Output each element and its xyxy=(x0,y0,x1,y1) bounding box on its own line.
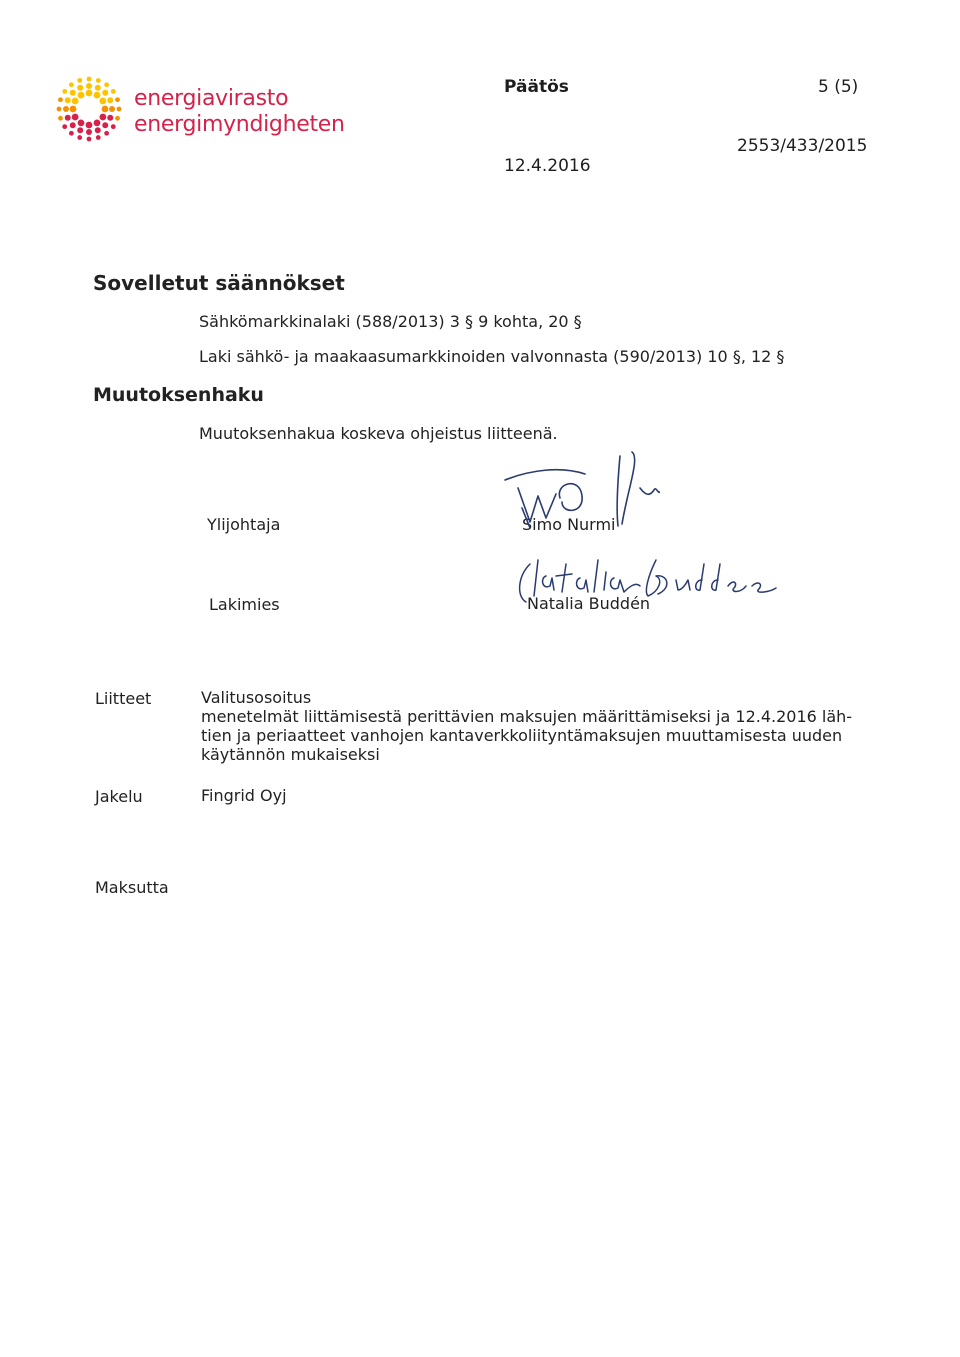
logo-dot xyxy=(72,98,79,105)
logo-text-sv: energimyndigheten xyxy=(134,112,345,137)
distribution-label: Jakelu xyxy=(95,787,143,806)
logo-dot xyxy=(78,119,85,126)
logo-dot xyxy=(99,114,106,121)
signature-1 xyxy=(500,448,660,548)
attachments-label: Liitteet xyxy=(95,689,152,708)
signer-2-role: Lakimies xyxy=(209,595,280,614)
attachment-line-2: menetelmät liittämisestä perittävien maksujen määrittämiseksi ja 12.4.2016 läh- xyxy=(201,707,853,726)
attachment-line-4: käytännön mukaiseksi xyxy=(201,745,380,764)
logo xyxy=(54,74,354,154)
logo-dot xyxy=(117,107,122,112)
page-number: 5 (5) xyxy=(818,77,859,97)
logo-dot xyxy=(77,85,83,91)
logo-dot xyxy=(107,115,113,121)
logo-dot xyxy=(86,90,93,97)
logo-dot xyxy=(58,97,63,102)
sun-logo-icon xyxy=(54,74,124,144)
signature-2 xyxy=(508,556,778,616)
logo-dot xyxy=(94,92,101,99)
logo-dot xyxy=(102,122,108,128)
logo-dot xyxy=(86,129,92,135)
logo-dot xyxy=(111,124,116,129)
logo-dot xyxy=(95,127,101,133)
applied-rule-1: Sähkömarkkinalaki (588/2013) 3 § 9 kohta, 20 § xyxy=(199,312,582,331)
logo-dot xyxy=(94,119,101,126)
fee-label: Maksutta xyxy=(95,878,169,897)
logo-dot xyxy=(78,92,85,99)
doc-type: Päätös xyxy=(504,77,569,97)
logo-dot xyxy=(87,137,92,142)
logo-dot xyxy=(77,127,83,133)
distribution-value: Fingrid Oyj xyxy=(201,786,287,805)
logo-dot xyxy=(65,115,71,121)
logo-dot xyxy=(111,89,116,94)
attachment-line-1: Valitusosoitus xyxy=(201,688,312,707)
logo-text-fi: energiavirasto xyxy=(134,86,289,111)
logo-dot xyxy=(57,107,62,112)
appeal-text: Muutoksenhakua koskeva ohjeistus liitteenä. xyxy=(199,424,558,443)
logo-dot xyxy=(115,116,120,121)
logo-dot xyxy=(109,106,115,112)
applied-rules-title: Sovelletut säännökset xyxy=(93,271,345,295)
logo-dot xyxy=(99,98,106,105)
applied-rule-2: Laki sähkö- ja maakaasumarkkinoiden valvonnasta (590/2013) 10 §, 12 § xyxy=(199,347,785,366)
logo-dot xyxy=(62,124,67,129)
logo-dot xyxy=(86,122,93,129)
logo-dot xyxy=(70,106,77,113)
logo-dot xyxy=(115,97,120,102)
logo-dot xyxy=(104,82,109,87)
appeal-title: Muutoksenhaku xyxy=(93,384,264,406)
decision-date: 12.4.2016 xyxy=(504,156,591,176)
logo-dot xyxy=(69,131,74,136)
logo-dot xyxy=(96,135,101,140)
logo-dot xyxy=(70,90,76,96)
logo-dot xyxy=(77,78,82,83)
logo-dot xyxy=(63,106,69,112)
logo-dot xyxy=(65,97,71,103)
logo-dot xyxy=(77,135,82,140)
attachment-line-3: tien ja periaatteet vanhojen kantaverkkoliityntämaksujen muuttamisesta uuden xyxy=(201,726,843,745)
signer-2-name: Natalia Buddén xyxy=(527,594,651,613)
signer-1-name: Simo Nurmi xyxy=(522,515,616,534)
logo-dot xyxy=(87,77,92,82)
logo-dot xyxy=(107,97,113,103)
signer-1-role: Ylijohtaja xyxy=(207,515,281,534)
logo-dot xyxy=(102,90,108,96)
logo-dot xyxy=(96,78,101,83)
logo-dot xyxy=(70,122,76,128)
logo-dot xyxy=(95,85,101,91)
logo-dot xyxy=(86,83,92,89)
logo-dot xyxy=(72,114,79,121)
logo-dot xyxy=(102,106,109,113)
logo-dot xyxy=(58,116,63,121)
reference-number: 2553/433/2015 xyxy=(737,136,868,156)
logo-dot xyxy=(69,82,74,87)
logo-dot xyxy=(62,89,67,94)
logo-dot xyxy=(104,131,109,136)
